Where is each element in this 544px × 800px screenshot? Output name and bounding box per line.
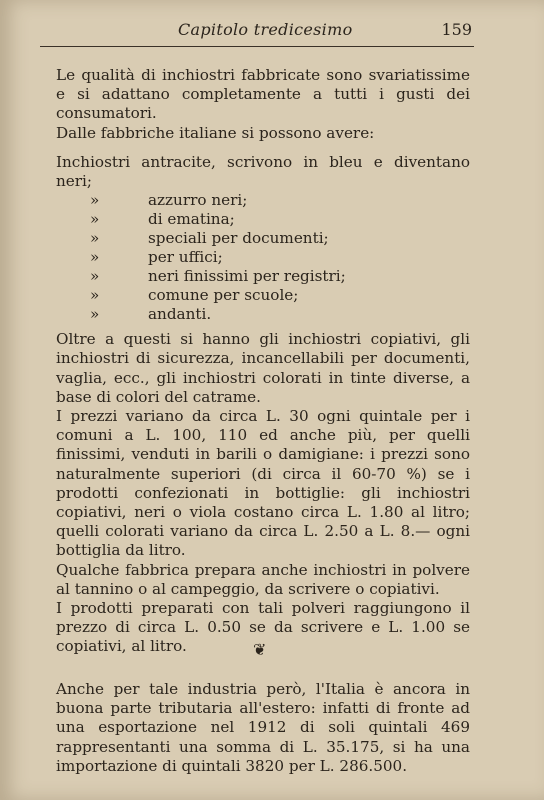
paragraph-qualita: Le qualità di inchiostri fabbricate sono svariatissime e si adattano completamente a tutti i gusti dei consumatori. xyxy=(56,66,470,123)
body-section-1 xyxy=(56,66,470,657)
paragraph-prezzi: I prezzi variano da circa L. 30 ogni quintale per i comuni a L. 100, 110 ed anche più, per quelli finissimi, venduti in barili o damigiane: i prezzi sono naturalmente superiori (di circa il 60-70 %) se i prodotti confezionati in bottiglie: gli inchiostri copiativi, neri o viola costano circa L. 1.80 al litro; quelli colorati variano da circa L. 2.50 a L. 8.— ogni bottiglia da litro. xyxy=(56,407,470,560)
paragraph-prodotti: I prodotti preparati con tali polveri raggiungono il prezzo di circa L. 0.50 se da scrivere e L. 1.00 se copiativi, al litro. xyxy=(56,599,470,656)
page-number: 159 xyxy=(441,20,472,39)
list-item: » azzurro neri; xyxy=(90,191,248,210)
list-item: » speciali per documenti; xyxy=(90,229,329,248)
paragraph-antracite: Inchiostri antracite, scrivono in bleu e diventano neri; xyxy=(56,152,470,191)
running-header xyxy=(40,20,480,44)
list-item: » per uffici; xyxy=(90,248,223,267)
paragraph-fabbriche: Dalle fabbriche italiane si possono avere: xyxy=(56,123,375,142)
list-item: » andanti. xyxy=(90,305,212,324)
ink-list xyxy=(56,191,470,324)
paragraph-industria: Anche per tale industria però, l'Italia è ancora in buona parte tributaria all'estero: infatti di fronte ad una esportazione nel 1912 di soli quintali 469 rappresentanti una somma di L. 35.175, si ha una importazione di quintali 3820 per L. 286.500. xyxy=(56,680,470,775)
section-ornament: ❦ xyxy=(253,640,267,659)
paragraph-copiativi: Oltre a questi si hanno gli inchiostri copiativi, gli inchiostri di sicurezza, incancellabili per documenti, vaglia, ecc., gli inchiostri colorati in tinte diverse, a base di colori del catrame. xyxy=(56,330,470,406)
list-item: » neri finissimi per registri; xyxy=(90,267,346,286)
header-rule xyxy=(40,46,474,47)
body-section-2 xyxy=(56,680,470,776)
paragraph-polvere: Qualche fabbrica prepara anche inchiostri in polvere al tannino o al campeggio, da scrivere o copiativi. xyxy=(56,560,470,598)
chapter-title: Capitolo tredicesimo xyxy=(178,20,353,39)
list-item: » comune per scuole; xyxy=(90,286,299,305)
list-item: » di ematina; xyxy=(90,210,235,229)
